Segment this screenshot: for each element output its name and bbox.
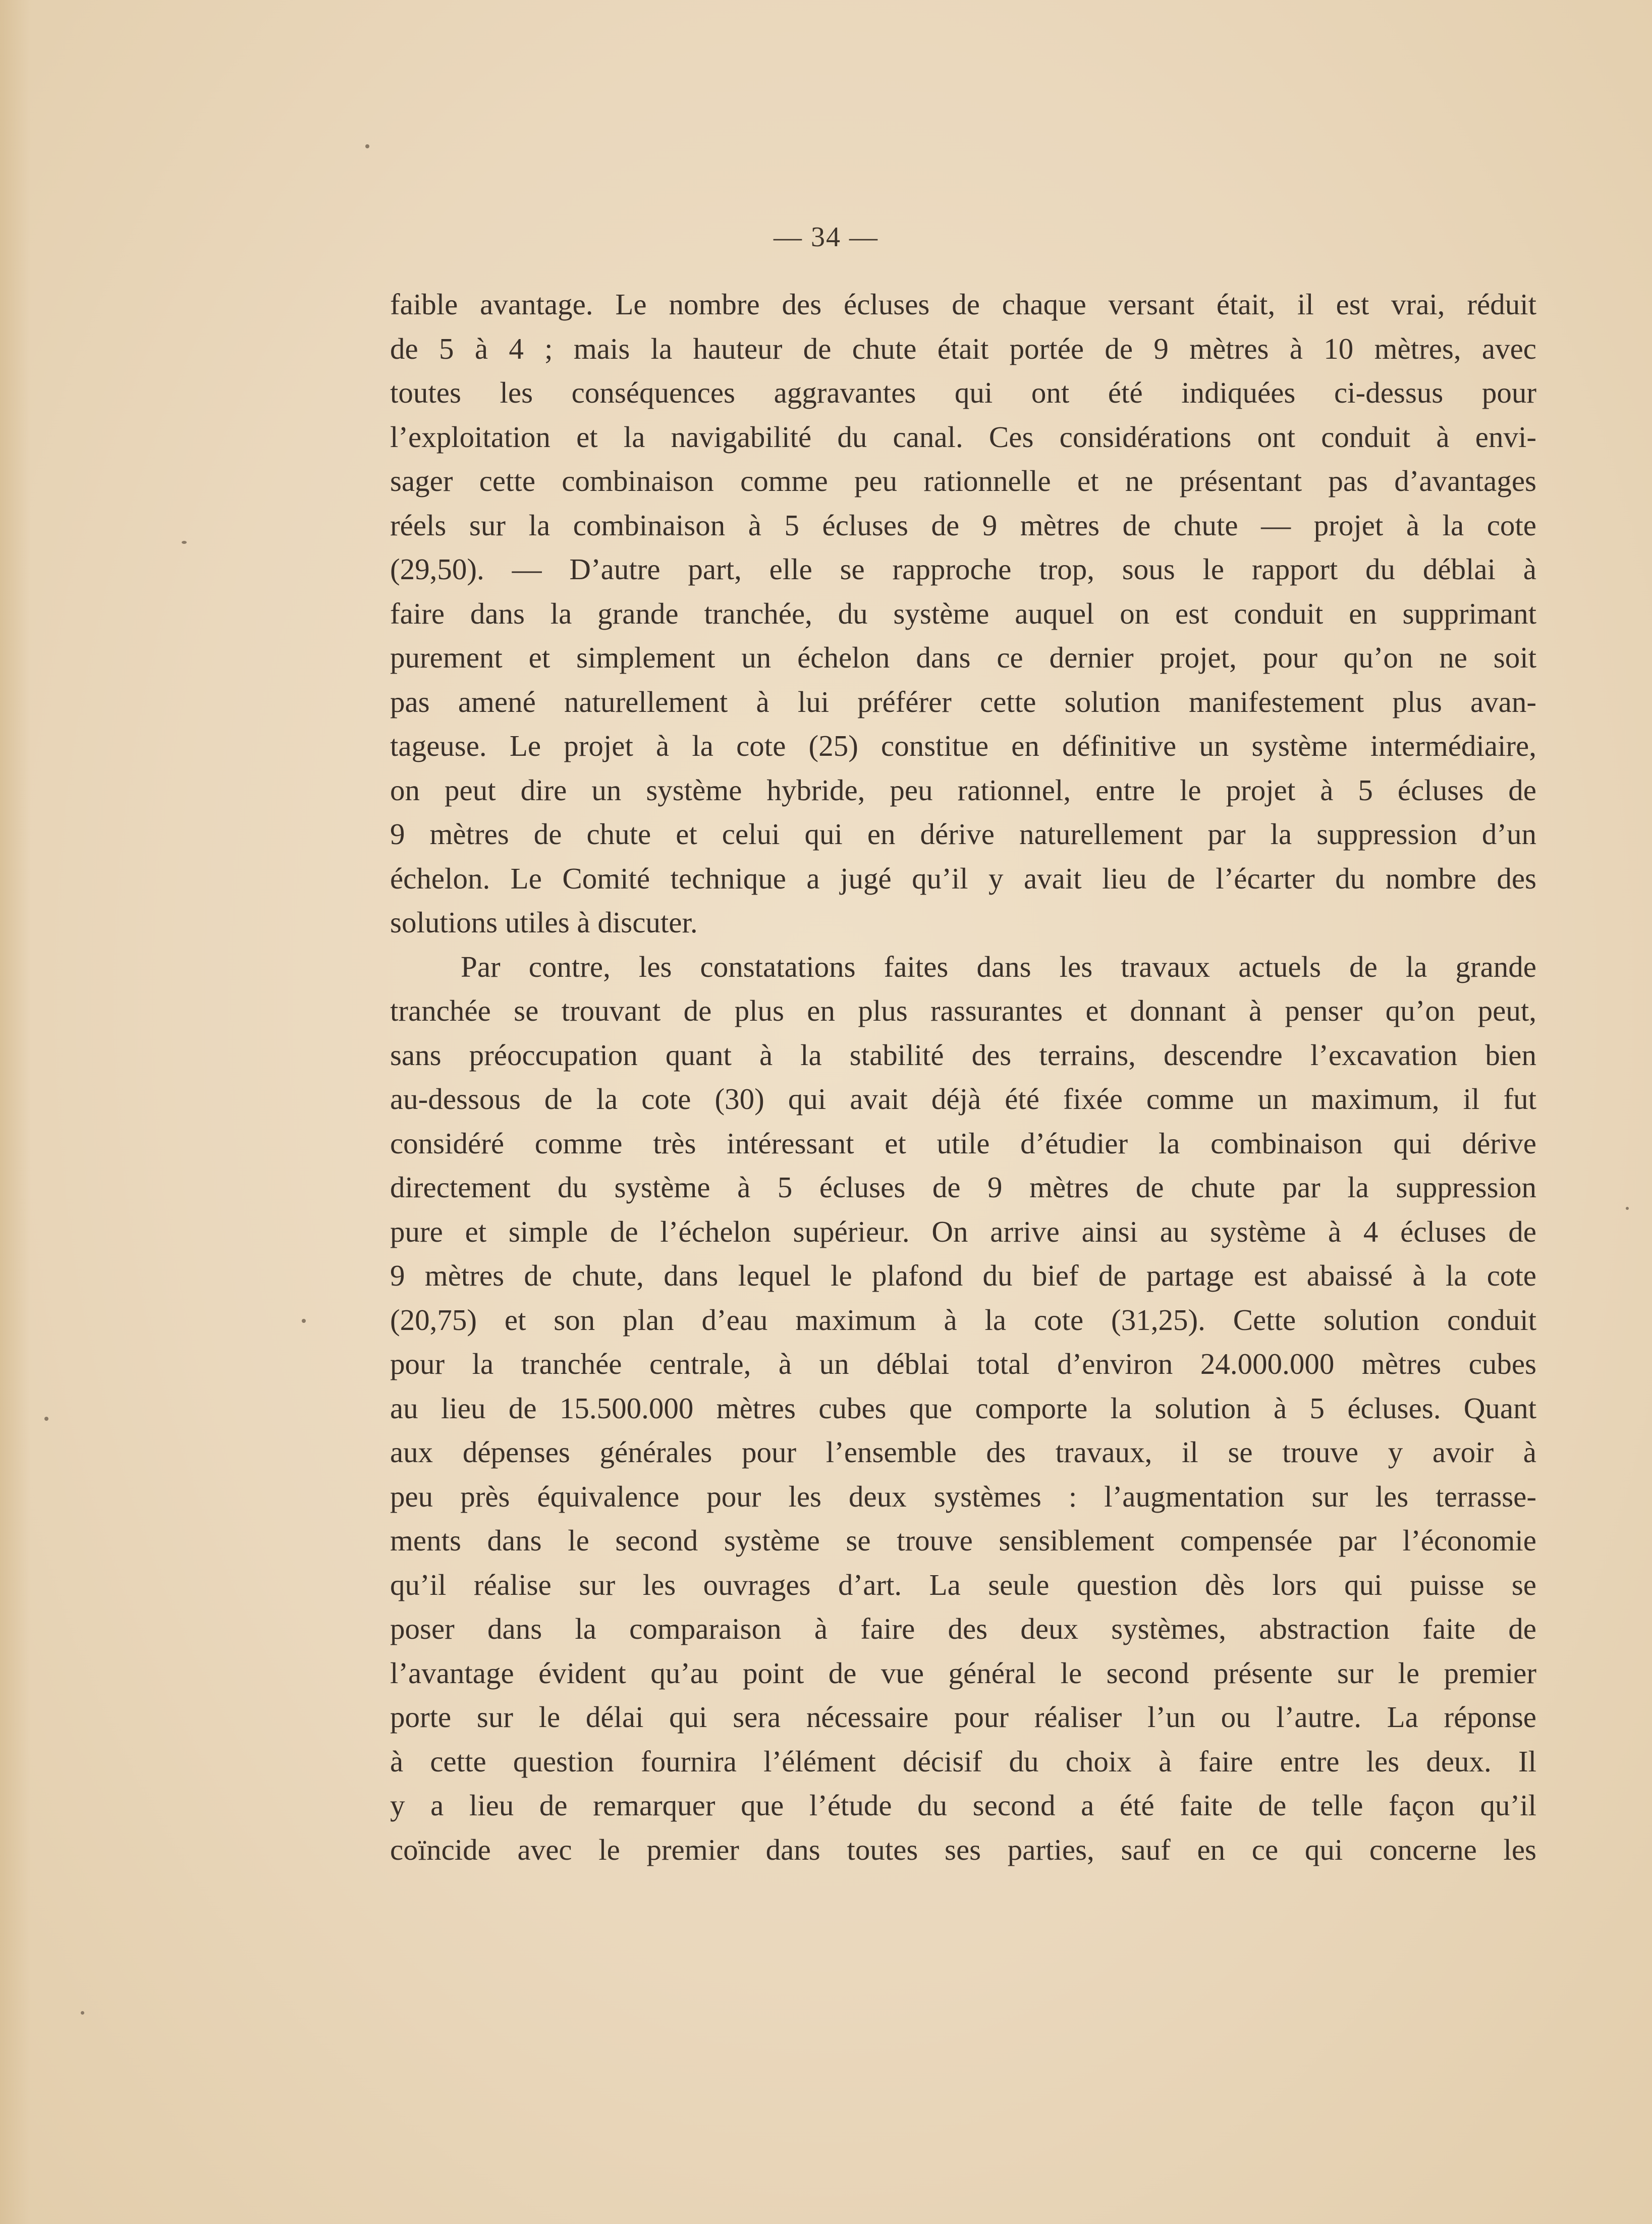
paper-speck bbox=[1626, 1207, 1629, 1210]
paper-speck bbox=[44, 1417, 48, 1421]
body-text bbox=[390, 283, 1536, 1872]
text-line: l’exploitation et la navigabilité du canal. Ces considérations ont conduit à envi- bbox=[390, 420, 1536, 454]
text-line: réels sur la combinaison à 5 écluses de 9 mètres de chute — projet à la cote bbox=[390, 508, 1536, 542]
text-line: à cette question fournira l’élément décisif du choix à faire entre les deux. Il bbox=[390, 1744, 1536, 1778]
text-line: considéré comme très intéressant et utile d’étudier la combinaison qui dérive bbox=[390, 1126, 1536, 1160]
text-line: sager cette combinaison comme peu rationnelle et ne présentant pas d’avantages bbox=[390, 464, 1536, 497]
text-line: 9 mètres de chute, dans lequel le plafond du bief de partage est abaissé à la cote bbox=[390, 1259, 1536, 1292]
text-line: pure et simple de l’échelon supérieur. On arrive ainsi au système à 4 écluses de bbox=[390, 1214, 1536, 1248]
text-line: on peut dire un système hybride, peu rationnel, entre le projet à 5 écluses de bbox=[390, 773, 1536, 807]
text-line: tageuse. Le projet à la cote (25) constitue en définitive un système intermédiaire, bbox=[390, 729, 1536, 762]
page-number: — 34 — bbox=[774, 221, 878, 253]
text-line: faire dans la grande tranchée, du système auquel on est conduit en supprimant bbox=[390, 596, 1536, 630]
paper-speck bbox=[302, 1319, 306, 1323]
text-line: aux dépenses générales pour l’ensemble des travaux, il se trouve y avoir à bbox=[390, 1435, 1536, 1469]
text-line: solutions utiles à discuter. bbox=[390, 906, 698, 939]
paragraph-start-line: Par contre, les constatations faites dans les travaux actuels de la grande bbox=[461, 950, 1536, 983]
text-line: (29,50). — D’autre part, elle se rapproche trop, sous le rapport du déblai à bbox=[390, 552, 1536, 586]
text-line: directement du système à 5 écluses de 9 mètres de chute par la suppression bbox=[390, 1171, 1536, 1204]
text-line: l’avantage évident qu’au point de vue général le second présente sur le premier bbox=[390, 1656, 1536, 1690]
paper-speck bbox=[182, 541, 187, 544]
text-line: y a lieu de remarquer que l’étude du second a été faite de telle façon qu’il bbox=[390, 1789, 1536, 1822]
text-line: faible avantage. Le nombre des écluses de chaque versant était, il est vrai, réduit bbox=[390, 288, 1536, 321]
text-line: peu près équivalence pour les deux systèmes : l’augmentation sur les terrasse- bbox=[390, 1479, 1536, 1513]
text-line: qu’il réalise sur les ouvrages d’art. La seule question dès lors qui puisse se bbox=[390, 1568, 1536, 1601]
text-line: porte sur le délai qui sera nécessaire pour réaliser l’un ou l’autre. La réponse bbox=[390, 1700, 1536, 1734]
text-line: coïncide avec le premier dans toutes ses parties, sauf en ce qui concerne les bbox=[390, 1832, 1536, 1866]
text-line: poser dans la comparaison à faire des deux systèmes, abstraction faite de bbox=[390, 1612, 1536, 1645]
text-line: au-dessous de la cote (30) qui avait déjà été fixée comme un maximum, il fut bbox=[390, 1082, 1536, 1116]
paper-speck bbox=[81, 2011, 84, 2015]
paper-speck bbox=[365, 144, 369, 148]
text-line: ments dans le second système se trouve sensiblement compensée par l’économie bbox=[390, 1524, 1536, 1557]
text-line: au lieu de 15.500.000 mètres cubes que comporte la solution à 5 écluses. Quant bbox=[390, 1391, 1536, 1425]
text-line: (20,75) et son plan d’eau maximum à la cote (31,25). Cette solution conduit bbox=[390, 1303, 1536, 1337]
text-line: tranchée se trouvant de plus en plus rassurantes et donnant à penser qu’on peut, bbox=[390, 994, 1536, 1027]
text-line: purement et simplement un échelon dans ce dernier projet, pour qu’on ne soit bbox=[390, 641, 1536, 674]
text-line: pour la tranchée centrale, à un déblai total d’environ 24.000.000 mètres cubes bbox=[390, 1347, 1536, 1380]
text-line: 9 mètres de chute et celui qui en dérive naturellement par la suppression d’un bbox=[390, 817, 1536, 851]
text-line: de 5 à 4 ; mais la hauteur de chute était portée de 9 mètres à 10 mètres, avec bbox=[390, 331, 1536, 365]
text-line: échelon. Le Comité technique a jugé qu’il y avait lieu de l’écarter du nombre des bbox=[390, 861, 1536, 895]
text-line: toutes les conséquences aggravantes qui ont été indiquées ci-dessus pour bbox=[390, 376, 1536, 409]
page-edge-shadow bbox=[0, 0, 30, 2224]
text-line: pas amené naturellement à lui préférer cette solution manifestement plus avan- bbox=[390, 685, 1536, 718]
text-line: sans préoccupation quant à la stabilité des terrains, descendre l’excavation bien bbox=[390, 1038, 1536, 1072]
